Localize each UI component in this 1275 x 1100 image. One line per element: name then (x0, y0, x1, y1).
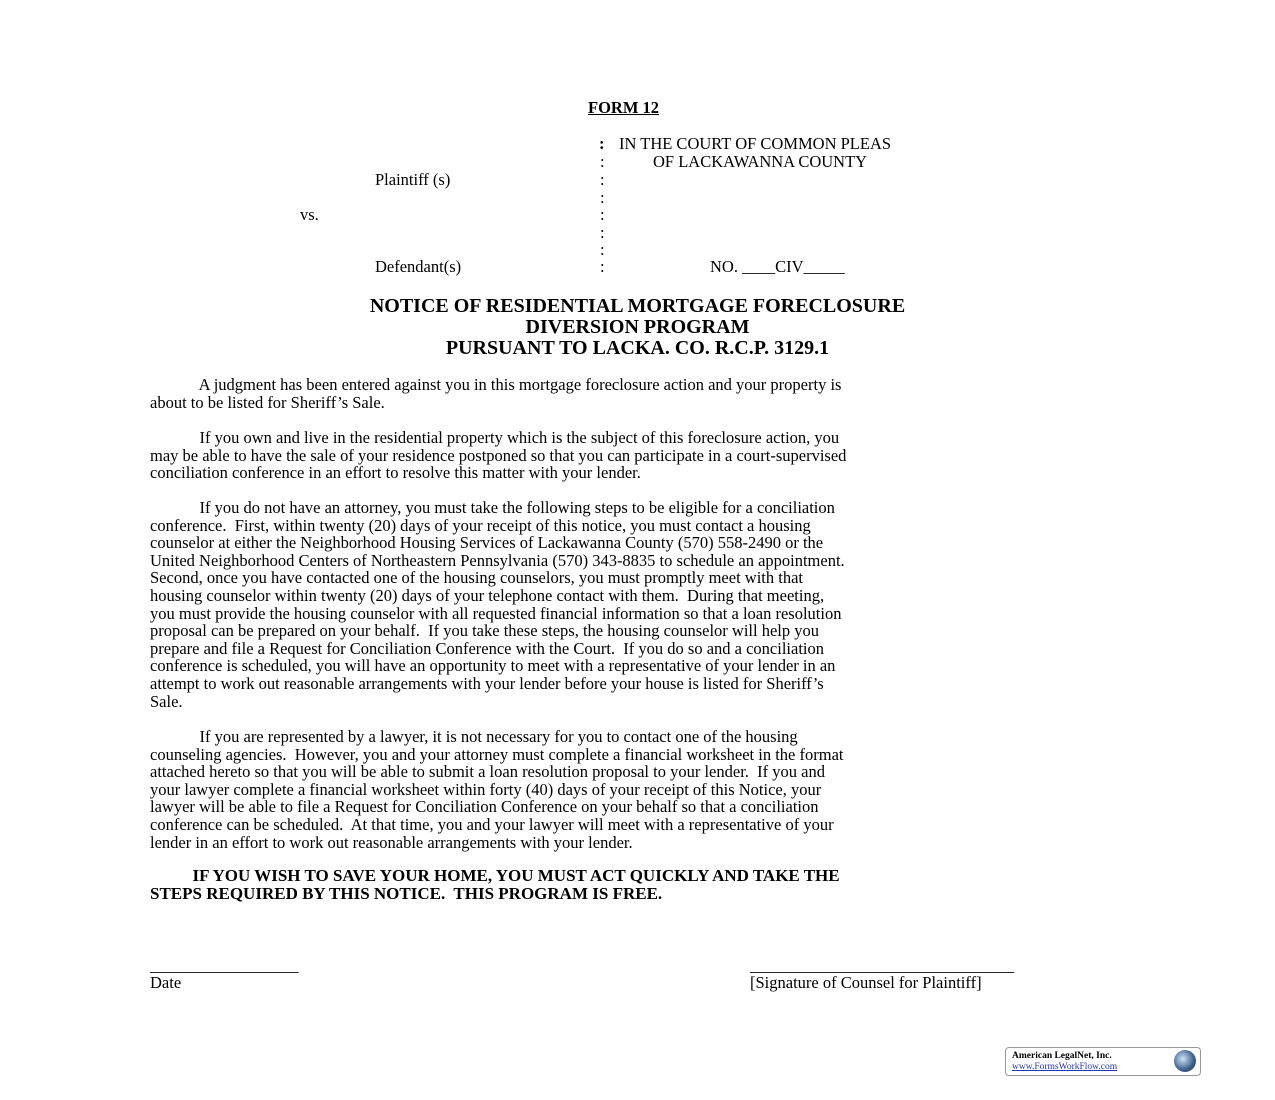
text-line: conference. First, within twenty (20) days of your receipt of this notice, you must contact a housing (150, 515, 811, 535)
text-line: United Neighborhood Centers of Northeastern Pennsylvania (570) 343-8835 to schedule an appointment. (150, 550, 845, 570)
signature-line: ________________________________ (750, 956, 1014, 975)
american-legalnet-logo[interactable] (1005, 1047, 1201, 1076)
text-line: attached hereto so that you will be able to submit a loan resolution proposal to your lender. If you and (150, 762, 825, 782)
text-line: lender in an effort to work out reasonable arrangements with your lender. (150, 832, 633, 852)
text-line: counselor at either the Neighborhood Housing Services of Lackawanna County (570) 558-2490 or the (150, 533, 824, 553)
caption-colon: : (600, 152, 605, 171)
text-line: prepare and file a Request for Conciliation Conference with the Court. If you do so and a conciliation (150, 638, 825, 658)
case-number: NO. ____CIV_____ (710, 257, 845, 276)
notice-heading-line3: PURSUANT TO LACKA. CO. R.C.P. 3129.1 (445, 337, 830, 359)
text-line: you must provide the housing counselor with all requested financial information so that a loan resolution (150, 603, 842, 623)
caption-colon: : (600, 223, 605, 242)
caption-colon: : (600, 257, 605, 276)
date-label: Date (150, 973, 182, 992)
court-name-line1: IN THE COURT OF COMMON PLEAS (619, 134, 892, 153)
text-line: conference is scheduled, you will have an opportunity to meet with a representative of your lender in an (150, 656, 836, 676)
defendant-label: Defendant(s) (375, 257, 462, 276)
notice-heading-line2: DIVERSION PROGRAM (525, 316, 750, 338)
text-line: your lawyer complete a financial worksheet within forty (40) days of your receipt of this Notice, your (150, 779, 822, 799)
logo-company: American LegalNet, Inc. (1012, 1051, 1112, 1061)
text-line: attempt to work out reasonable arrangements with your lender before your house is listed for Sheriff’s (150, 673, 824, 693)
court-name-line2: OF LACKAWANNA COUNTY (653, 152, 868, 171)
versus-label: vs. (300, 205, 319, 224)
date-line: __________________ (150, 956, 299, 975)
text-line: conference can be scheduled. At that time, you and your lawyer will meet with a representative of your (150, 814, 834, 834)
text-line: proposal can be prepared on your behalf. If you take these steps, the housing counselor will help you (150, 621, 819, 641)
text-line: If you own and live in the residential property which is the subject of this foreclosure action, you (150, 428, 840, 447)
text-line: IF YOU WISH TO SAVE YOUR HOME, YOU MUST ACT QUICKLY AND TAKE THE (150, 866, 840, 885)
form-title: FORM 12 (588, 98, 660, 117)
caption-colon: : (600, 170, 605, 189)
logo-url[interactable]: www.FormsWorkFlow.com (1012, 1062, 1118, 1072)
text-line: about to be listed for Sheriff’s Sale. (150, 392, 385, 412)
signature-label: [Signature of Counsel for Plaintiff] (750, 973, 982, 992)
plaintiff-label: Plaintiff (s) (375, 170, 451, 189)
text-line: lawyer will be able to file a Request for Conciliation Conference on your behalf so that a conciliation (150, 797, 819, 817)
text-line: counseling agencies. However, you and your attorney must complete a financial worksheet in the format (150, 744, 844, 764)
text-line: may be able to have the sale of your residence postponed so that you can participate in a court-supervised (150, 445, 847, 465)
paragraph-represented (150, 728, 1120, 851)
warning-notice (150, 867, 1120, 902)
caption-colon: : (599, 134, 605, 153)
text-line: A judgment has been entered against you in this mortgage foreclosure action and your property is (150, 375, 842, 394)
globe-icon (1174, 1050, 1196, 1072)
text-line: housing counselor within twenty (20) days of your telephone contact with them. During that meeting, (150, 585, 825, 605)
text-line: STEPS REQUIRED BY THIS NOTICE. THIS PROGRAM IS FREE. (150, 883, 663, 903)
text-line: conciliation conference in an effort to resolve this matter with your lender. (150, 463, 641, 483)
caption-colon: : (600, 205, 605, 224)
paragraph-eligibility (150, 429, 1120, 482)
text-line: If you are represented by a lawyer, it is not necessary for you to contact one of the housing (150, 727, 798, 746)
paragraph-judgment (150, 376, 1120, 411)
caption-colon: : (600, 188, 605, 207)
text-line: If you do not have an attorney, you must take the following steps to be eligible for a conciliation (150, 498, 835, 517)
paragraph-no-attorney (150, 499, 1120, 710)
notice-heading-line1: NOTICE OF RESIDENTIAL MORTGAGE FORECLOSURE (369, 295, 906, 317)
text-line: Second, once you have contacted one of the housing counselors, you must promptly meet with that (150, 568, 803, 588)
caption-colon: : (600, 240, 605, 259)
text-line: Sale. (150, 691, 183, 711)
